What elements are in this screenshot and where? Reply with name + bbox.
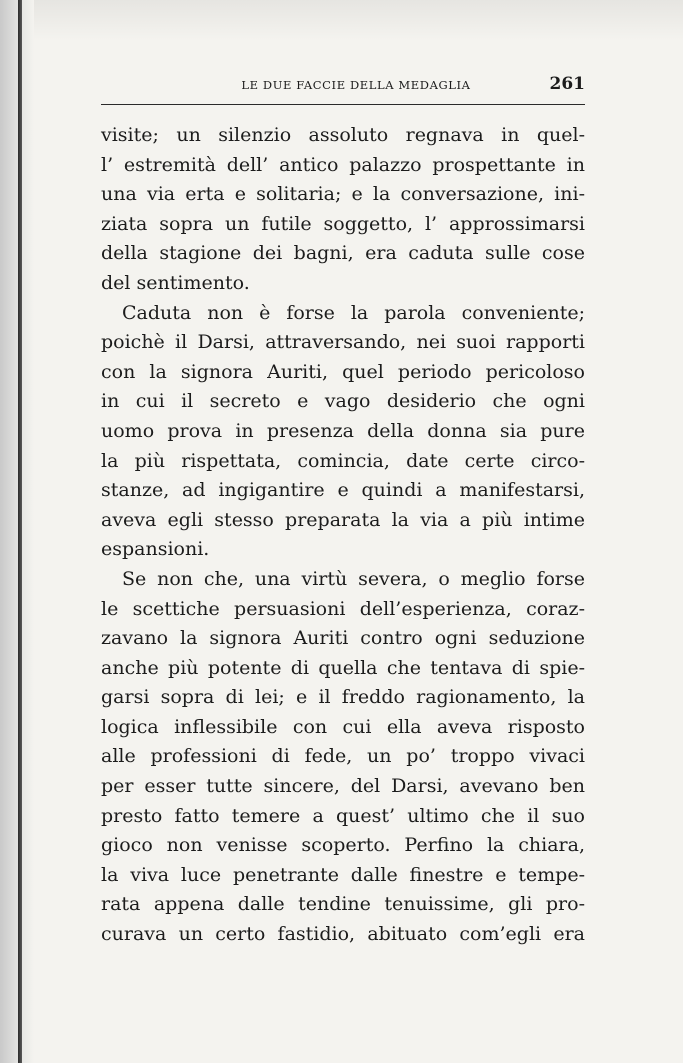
text-line: Se non che, una virtù severa, o meglio forse <box>122 567 585 590</box>
body-text <box>101 121 585 950</box>
text-line: anche più potente di quella che tentava di spie- <box>101 656 585 679</box>
text-line: la più rispettata, comincia, date certe circo- <box>101 449 585 472</box>
text-line: aveva egli stesso preparata la via a più intime <box>101 508 585 531</box>
text-line: della stagione dei bagni, era caduta sulle cose <box>101 242 585 265</box>
text-line: l’ estremità dell’ antico palazzo prospettante in <box>101 153 585 176</box>
text-line: garsi sopra di lei; e il freddo ragionamento, la <box>101 686 585 709</box>
text-line: poichè il Darsi, attraversando, nei suoi rapporti <box>101 331 585 354</box>
page-number: 261 <box>549 74 585 94</box>
text-line: Caduta non è forse la parola conveniente; <box>122 301 585 324</box>
running-head <box>101 74 585 96</box>
text-line: del sentimento. <box>101 271 250 294</box>
running-title: LE DUE FACCIE DELLA MEDAGLIA <box>241 78 471 92</box>
text-line: per esser tutte sincere, del Darsi, avevano ben <box>101 775 585 798</box>
text-line: stanze, ad ingigantire e quindi a manifestarsi, <box>101 479 585 502</box>
text-line: presto fatto temere a quest’ ultimo che il suo <box>101 804 585 827</box>
text-line: espansioni. <box>101 538 210 561</box>
text-line: zavano la signora Auriti contro ogni seduzione <box>101 627 585 650</box>
text-line: in cui il secreto e vago desiderio che ogni <box>101 390 585 413</box>
text-line: logica inflessibile con cui ella aveva risposto <box>101 715 585 738</box>
text-line: gioco non venisse scoperto. Perfino la chiara, <box>101 834 585 857</box>
gutter-shadow <box>0 0 34 1063</box>
text-line: curava un certo fastidio, abituato com’egli era <box>101 923 585 946</box>
binding-edge <box>18 0 22 1063</box>
page-top-shading <box>0 0 683 40</box>
header-rule <box>101 104 585 105</box>
text-line: visite; un silenzio assoluto regnava in quel- <box>101 124 585 146</box>
text-line: la viva luce penetrante dalle finestre e tempe- <box>101 863 585 886</box>
text-line: ziata sopra un futile soggetto, l’ approssimarsi <box>101 212 585 235</box>
text-line: le scettiche persuasioni dell’esperienza, coraz- <box>101 597 585 620</box>
text-line: uomo prova in presenza della donna sia pure <box>101 419 585 442</box>
text-line: alle professioni di fede, un po’ troppo vivaci <box>101 745 585 768</box>
text-line: con la signora Auriti, quel periodo pericoloso <box>101 360 585 383</box>
text-line: una via erta e solitaria; e la conversazione, ini- <box>101 183 585 206</box>
text-line: rata appena dalle tendine tenuissime, gli pro- <box>101 893 585 916</box>
